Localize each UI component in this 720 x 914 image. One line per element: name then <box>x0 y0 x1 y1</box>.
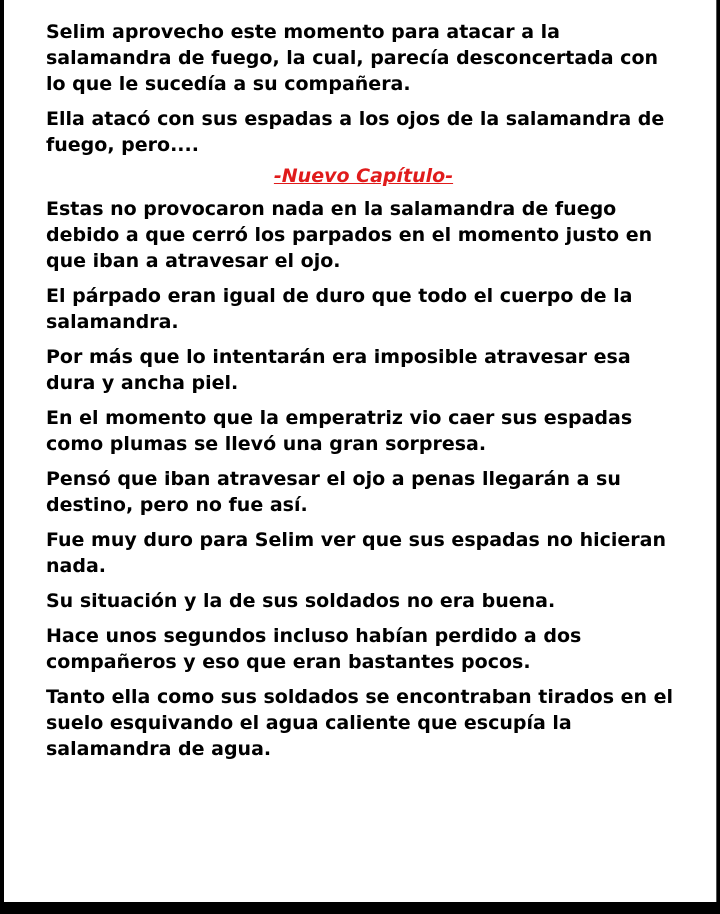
paragraph: Estas no provocaron nada en la salamandra de fuego debido a que cerró los parpados en el momento justo en que iban a atravesar el ojo. <box>46 198 653 272</box>
paragraph: Por más que lo intentarán era imposible atravesar esa dura y ancha piel. <box>46 346 631 394</box>
paragraph: Ella atacó con sus espadas a los ojos de la salamandra de fuego, pero.... <box>46 108 665 156</box>
paragraph: En el momento que la emperatriz vio caer sus espadas como plumas se llevó una gran sorpresa. <box>46 407 633 455</box>
chapter-heading: -Nuevo Capítulo- <box>273 165 454 187</box>
paragraph: Hace unos segundos incluso habían perdido a dos compañeros y eso que eran bastantes pocos. <box>46 625 582 673</box>
paragraph: Tanto ella como sus soldados se encontraban tirados en el suelo esquivando el agua caliente que escupía la salamandra de agua. <box>46 686 674 760</box>
paragraph: Pensó que iban atravesar el ojo a penas llegarán a su destino, pero no fue así. <box>46 468 621 516</box>
paragraph: Fue muy duro para Selim ver que sus espadas no hicieran nada. <box>46 529 667 577</box>
document-page <box>4 0 717 902</box>
paragraph: Su situación y la de sus soldados no era buena. <box>46 590 556 612</box>
paragraph: Selim aprovecho este momento para atacar a la salamandra de fuego, la cual, parecía desconcertada con lo que le sucedía a su compañera. <box>46 21 659 95</box>
story-text <box>46 19 681 771</box>
paragraph: El párpado eran igual de duro que todo el cuerpo de la salamandra. <box>46 285 633 333</box>
